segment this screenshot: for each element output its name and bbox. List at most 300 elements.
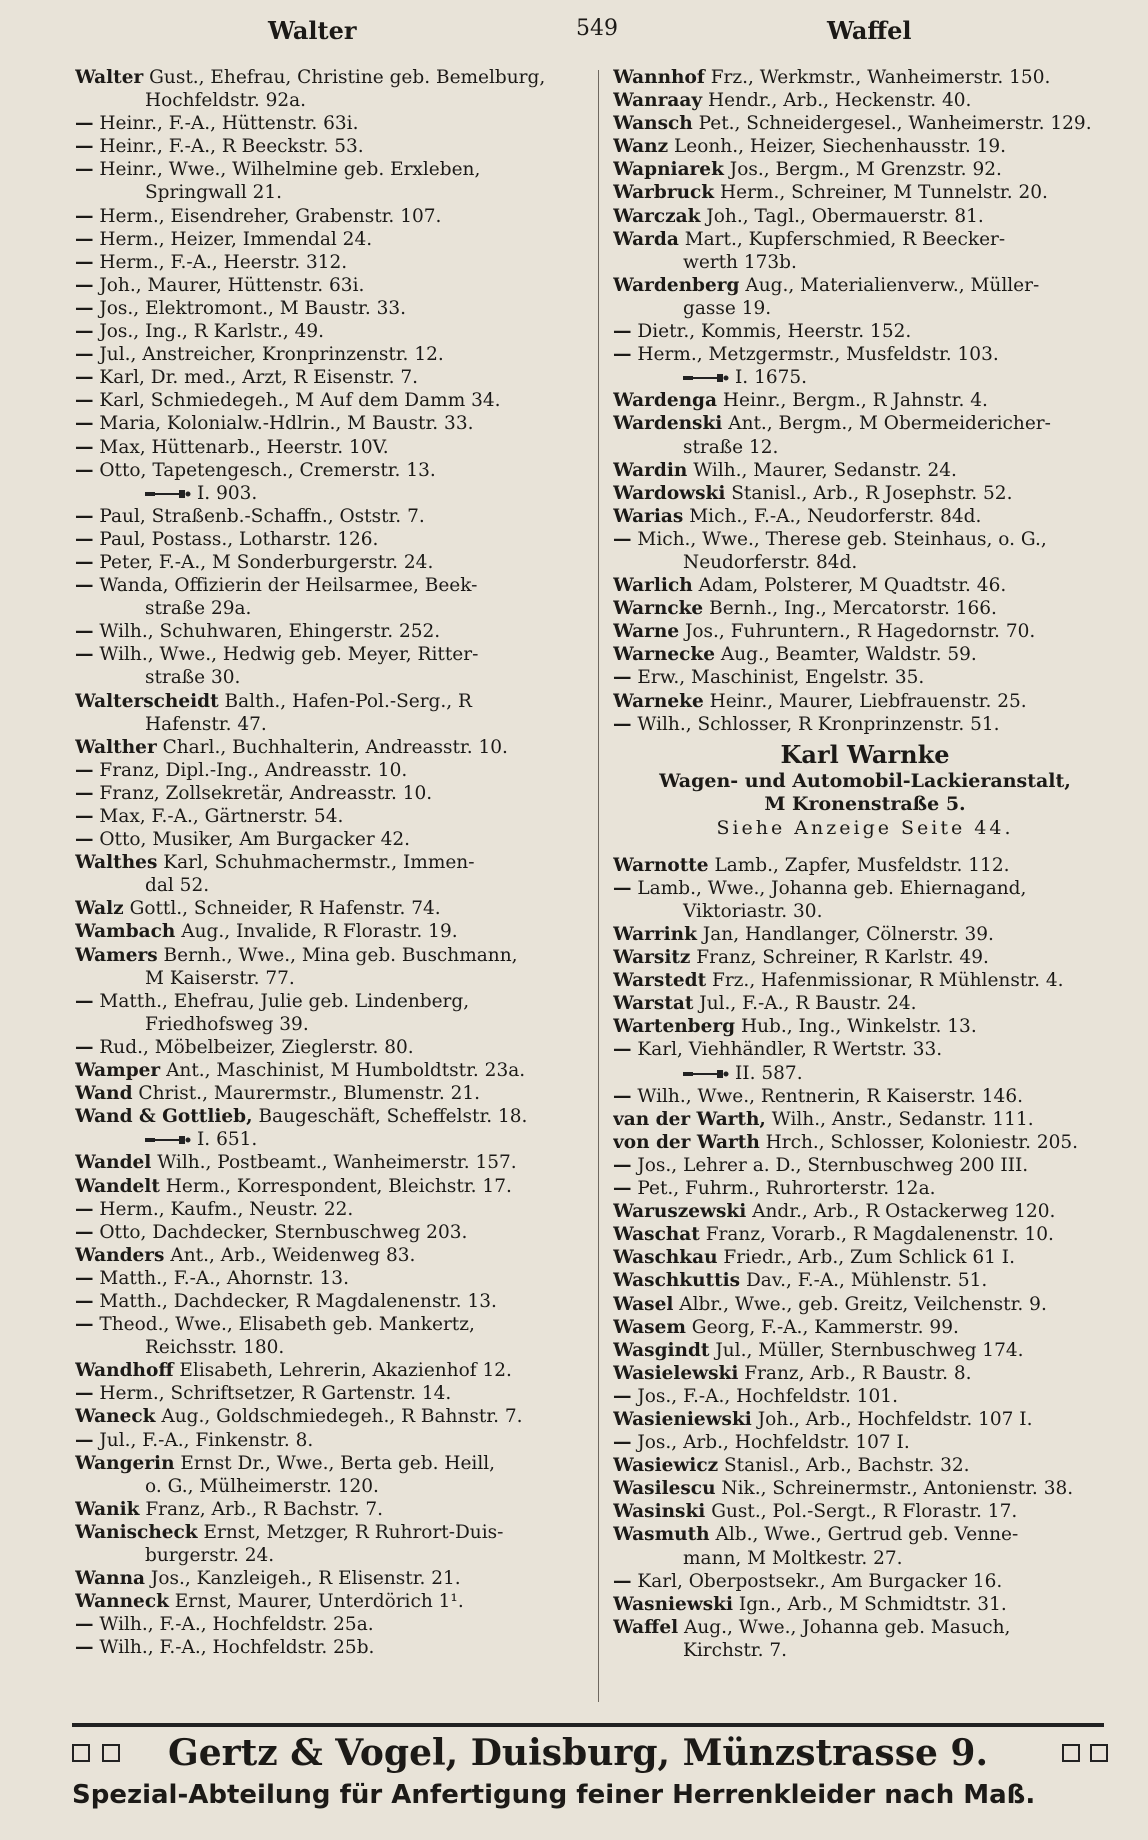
entry-surname: —	[613, 1154, 632, 1176]
entry-continuation: Neudorferstr. 84d.	[683, 551, 858, 573]
entry-details: Ant., Arb., Weidenweg 83.	[164, 1244, 416, 1266]
entry-surname: Warstat	[613, 993, 694, 1015]
entry-details: Nik., Schreinermstr., Antonienstr. 38.	[715, 1478, 1074, 1500]
entry-surname: Wasielewski	[613, 1362, 739, 1384]
directory-entry	[613, 1246, 1117, 1269]
entry-details: Max, Hüttenarb., Heerstr. 10V.	[93, 436, 389, 458]
entry-surname: —	[613, 1432, 632, 1454]
directory-entry	[613, 228, 1117, 251]
entry-continuation: straße 12.	[683, 436, 779, 458]
entry-details: Otto, Musiker, Am Burgacker 42.	[93, 829, 410, 851]
directory-entry	[75, 1498, 585, 1521]
entry-surname: Wamper	[75, 1060, 161, 1082]
entry-continuation: straße 30.	[145, 667, 241, 689]
footer-rule	[72, 1723, 1104, 1727]
entry-details: Franz, Zollsekretär, Andreasstr. 10.	[93, 782, 433, 804]
directory-entry	[613, 666, 1117, 689]
directory-entry	[613, 877, 1117, 900]
entry-details: Otto, Tapetengesch., Cremerstr. 13.	[93, 459, 436, 481]
entry-surname: Wardin	[613, 459, 688, 481]
entry-surname: —	[75, 321, 94, 343]
directory-entry	[75, 1290, 585, 1313]
telephone-line	[613, 1062, 1117, 1085]
directory-entry	[613, 320, 1117, 343]
entry-surname: Wanik	[75, 1498, 140, 1520]
directory-entry	[613, 112, 1117, 135]
directory-entry	[613, 1362, 1117, 1385]
directory-entry	[75, 389, 585, 412]
entry-details: Wilh., Schuhwaren, Ehingerstr. 252.	[93, 621, 441, 643]
entry-surname: Waschkau	[613, 1247, 718, 1269]
entry-details: Baugeschäft, Scheffelstr. 18.	[252, 1106, 528, 1128]
entry-details: Herm., Metzgermstr., Musfeldstr. 103.	[631, 344, 999, 366]
entry-details: Jos., Bergm., M Grenzstr. 92.	[723, 159, 1002, 181]
entry-surname: —	[75, 575, 94, 597]
directory-entry	[75, 459, 585, 482]
directory-entry	[75, 759, 585, 782]
directory-entry	[613, 1593, 1117, 1616]
entry-surname: van der Warth,	[613, 1108, 766, 1130]
directory-entry	[613, 1454, 1117, 1477]
entry-details: Paul, Straßenb.-Schaffn., Oststr. 7.	[93, 505, 425, 527]
directory-entry	[75, 135, 585, 158]
entry-surname: Wartenberg	[613, 1016, 736, 1038]
entry-surname: —	[75, 1198, 94, 1220]
directory-entry	[613, 1223, 1117, 1246]
advert-reference: Siehe Anzeige Seite 44.	[716, 816, 1014, 839]
directory-entry	[75, 1636, 585, 1659]
entry-surname: —	[613, 667, 632, 689]
entry-surname: —	[613, 528, 632, 550]
entry-details: Charl., Buchhalterin, Andreasstr. 10.	[156, 736, 508, 758]
page-number: 549	[576, 16, 618, 41]
directory-entry	[75, 1313, 585, 1336]
entry-continuation: Reichsstr. 180.	[145, 1337, 285, 1359]
entry-surname: —	[75, 274, 94, 296]
directory-entry	[75, 990, 585, 1013]
entry-surname: —	[75, 297, 94, 319]
directory-entry	[75, 782, 585, 805]
entry-surname: —	[75, 1036, 94, 1058]
directory-entry	[613, 1339, 1117, 1362]
directory-entry	[613, 1385, 1117, 1408]
entry-details: Dietr., Kommis, Heerstr. 152.	[631, 321, 912, 343]
entry-surname: —	[613, 1178, 632, 1200]
directory-entry	[613, 854, 1117, 877]
directory-entry	[613, 459, 1117, 482]
directory-entry	[613, 1200, 1117, 1223]
directory-entry	[613, 1477, 1117, 1500]
directory-entry	[75, 851, 585, 874]
directory-entry	[613, 158, 1117, 181]
entry-surname: Wardenski	[613, 413, 723, 435]
entry-details: Pet., Schneidergesel., Wanheimerstr. 129.	[692, 113, 1092, 135]
directory-entry	[75, 1105, 585, 1128]
directory-entry	[613, 205, 1117, 228]
entry-details: Pet., Fuhrm., Ruhrorterstr. 12a.	[631, 1178, 936, 1200]
entry-details: Lamb., Wwe., Johanna geb. Ehiernagand,	[631, 877, 1027, 899]
entry-details: Bernh., Wwe., Mina geb. Buschmann,	[157, 944, 518, 966]
entry-details: Maria, Kolonialw.-Hdlrin., M Baustr. 33.	[93, 413, 474, 435]
directory-entry	[613, 690, 1117, 713]
entry-surname: —	[75, 505, 94, 527]
entry-surname: Warnotte	[613, 854, 709, 876]
entry-surname: —	[75, 528, 94, 550]
entry-details: Franz, Vorarb., R Magdalenenstr. 10.	[699, 1224, 1054, 1246]
entry-details: Heinr., Maurer, Liebfrauenstr. 25.	[703, 690, 1027, 712]
entry-details: Max, F.-A., Gärtnerstr. 54.	[93, 806, 344, 827]
entry-surname: Warbruck	[613, 182, 715, 204]
directory-entry	[75, 805, 585, 828]
entry-details: Jan, Handlanger, Cölnerstr. 39.	[696, 924, 994, 945]
directory-entry	[613, 1616, 1117, 1639]
entry-details: Wilh., Anstr., Sedanstr. 111.	[765, 1108, 1034, 1130]
entry-details: Karl, Viehhändler, R Wertstr. 33.	[631, 1039, 943, 1061]
entry-details: Wilh., Postbeamt., Wanheimerstr. 157.	[151, 1152, 517, 1174]
entry-continuation: dal 52.	[145, 875, 210, 897]
entry-details: Franz, Arb., R Baustr. 8.	[738, 1362, 972, 1384]
entry-details: Herm., Heizer, Immendal 24.	[93, 228, 373, 250]
entry-details: Wanda, Offizierin der Heilsarmee, Beek-	[93, 575, 478, 597]
directory-entry	[75, 251, 585, 274]
telephone-icon	[683, 1069, 729, 1079]
entry-surname: Wanz	[613, 136, 669, 158]
entry-details: Ign., Arb., M Schmidtstr. 31.	[733, 1593, 1007, 1615]
entry-details: Aug., Invalide, R Florastr. 19.	[175, 921, 458, 943]
entry-details: Jul., F.-A., Finkenstr. 8.	[93, 1429, 314, 1451]
entry-surname: —	[75, 228, 94, 250]
entry-details: Herm., Kaufm., Neustr. 22.	[93, 1198, 354, 1220]
entry-surname: Wambach	[75, 921, 176, 943]
entry-details: Heinr., F.-A., R Beeckstr. 53.	[93, 136, 364, 158]
entry-details: Hrch., Schlosser, Koloniestr. 205.	[759, 1131, 1079, 1153]
entry-details: Heinr., Wwe., Wilhelmine geb. Erxleben,	[93, 159, 481, 181]
entry-details: Georg, F.-A., Kammerstr. 99.	[685, 1316, 959, 1338]
directory-entry	[75, 228, 585, 251]
left-column	[75, 66, 585, 1659]
directory-entry	[75, 1059, 585, 1082]
entry-details: Aug., Beamter, Waldstr. 59.	[714, 644, 977, 666]
entry-surname: —	[75, 205, 94, 227]
entry-details: Franz, Arb., R Bachstr. 7.	[139, 1498, 384, 1520]
entry-surname: —	[613, 713, 632, 735]
entry-surname: Walz	[75, 898, 124, 920]
spacer	[613, 844, 1117, 854]
directory-entry	[613, 969, 1117, 992]
entry-surname: Wasilescu	[613, 1478, 716, 1500]
directory-entry	[75, 1151, 585, 1174]
entry-details: Leonh., Heizer, Siechenhausstr. 19.	[668, 136, 1007, 158]
entry-surname: —	[75, 1314, 94, 1336]
directory-entry	[75, 343, 585, 366]
directory-entry	[75, 1590, 585, 1613]
entry-details: Franz, Schreiner, R Karlstr. 49.	[690, 947, 989, 969]
entry-details: Matth., Ehefrau, Julie geb. Lindenberg,	[93, 990, 470, 1012]
entry-details: Herm., Schriftsetzer, R Gartenstr. 14.	[93, 1383, 452, 1405]
entry-details: Joh., Tagl., Obermauerstr. 81.	[700, 205, 984, 227]
directory-entry	[613, 1269, 1117, 1292]
directory-entry	[75, 158, 585, 181]
directory-entry	[613, 574, 1117, 597]
entry-details: Herm., F.-A., Heerstr. 312.	[93, 251, 348, 273]
entry-details: Jul., F.-A., R Baustr. 24.	[693, 993, 917, 1015]
entry-continuation: Friedhofsweg 39.	[145, 1013, 309, 1035]
entry-details: Heinr., F.-A., Hüttenstr. 63i.	[93, 113, 359, 135]
entry-surname: —	[75, 436, 94, 458]
entry-surname: Wasiewicz	[613, 1455, 719, 1477]
entry-details: Frz., Werkmstr., Wanheimerstr. 150.	[704, 67, 1051, 88]
entry-surname: Wasgindt	[613, 1339, 710, 1361]
entry-details: Balth., Hafen-Pol.-Serg., R	[218, 690, 472, 712]
entry-surname: Waschkuttis	[613, 1270, 741, 1292]
entry-surname: Wangerin	[75, 1452, 175, 1474]
advert-business: Wagen- und Automobil-Lackieranstalt,	[659, 769, 1071, 792]
entry-details: Bernh., Ing., Mercatorstr. 166.	[703, 598, 997, 620]
entry-surname: Warneke	[613, 690, 704, 712]
entry-surname: Wand	[75, 1083, 133, 1105]
header-left-keyword: Walter	[268, 16, 357, 45]
entry-surname: Warczak	[613, 205, 701, 227]
square-ornament-icon	[72, 1744, 90, 1762]
directory-entry	[75, 1452, 585, 1475]
directory-entry	[75, 1359, 585, 1382]
directory-entry	[613, 482, 1117, 505]
directory-entry	[613, 1015, 1117, 1038]
directory-entry	[613, 274, 1117, 297]
entry-details: Alb., Wwe., Gertrud geb. Venne-	[709, 1524, 1019, 1546]
directory-entry	[75, 620, 585, 643]
entry-details: Hendr., Arb., Heckenstr. 40.	[702, 90, 972, 112]
entry-details: Aug., Wwe., Johanna geb. Masuch,	[678, 1616, 1011, 1638]
entry-surname: Wasieniewski	[613, 1408, 752, 1430]
entry-continuation: gasse 19.	[683, 297, 772, 319]
directory-entry	[75, 574, 585, 597]
entry-surname: —	[613, 321, 632, 343]
entry-details: Adam, Polsterer, M Quadtstr. 46.	[692, 575, 1007, 597]
directory-entry	[613, 1523, 1117, 1546]
directory-entry	[613, 1131, 1117, 1154]
entry-details: Jos., Elektromont., M Baustr. 33.	[93, 297, 407, 319]
directory-entry	[75, 897, 585, 920]
entry-surname: Wardenberg	[613, 274, 740, 296]
entry-details: Peter, F.-A., M Sonderburgerstr. 24.	[93, 551, 434, 573]
entry-details: Erw., Maschinist, Engelstr. 35.	[631, 667, 925, 689]
entry-surname: —	[75, 1637, 94, 1659]
entry-surname: Wanna	[75, 1568, 146, 1590]
entry-surname: Warda	[613, 228, 679, 250]
entry-details: Jos., Ing., R Karlstr., 49.	[93, 321, 325, 343]
entry-surname: Wasmuth	[613, 1524, 710, 1546]
directory-entry	[75, 1267, 585, 1290]
directory-entry	[75, 412, 585, 435]
entry-details: Gottl., Schneider, R Hafenstr. 74.	[123, 898, 441, 920]
entry-details: Hub., Ing., Winkelstr. 13.	[735, 1016, 977, 1038]
entry-details: Theod., Wwe., Elisabeth geb. Mankertz,	[93, 1314, 475, 1336]
column-divider	[598, 70, 599, 1702]
telephone-number: I. 1675.	[735, 367, 808, 389]
directory-entry	[613, 89, 1117, 112]
entry-surname: Wanders	[75, 1244, 165, 1266]
entry-details: Aug., Goldschmiedegeh., R Bahnstr. 7.	[155, 1406, 523, 1428]
footer-advert-title: Gertz & Vogel, Duisburg, Münzstrasse 9.	[168, 1732, 988, 1774]
advert-address: M Kronenstraße 5.	[764, 792, 966, 815]
directory-entry	[75, 828, 585, 851]
directory-entry	[613, 643, 1117, 666]
entry-details: Friedr., Arb., Zum Schlick 61 I.	[717, 1247, 1015, 1269]
entry-surname: Wasem	[613, 1316, 686, 1338]
directory-entry	[75, 436, 585, 459]
directory-entry	[613, 992, 1117, 1015]
entry-details: Rud., Möbelbeizer, Zieglerstr. 80.	[93, 1036, 414, 1058]
entry-surname: —	[613, 877, 632, 899]
entry-details: Jos., Lehrer a. D., Sternbuschweg 200 III.	[631, 1154, 1029, 1176]
telephone-line	[75, 482, 585, 505]
entry-surname: —	[75, 367, 94, 389]
entry-surname: —	[75, 113, 94, 135]
entry-surname: Warnecke	[613, 644, 715, 666]
entry-surname: —	[75, 551, 94, 573]
directory-entry	[613, 181, 1117, 204]
entry-details: Ernst, Maurer, Unterdörich 1¹.	[168, 1591, 464, 1613]
entry-details: Herm., Korrespondent, Bleichstr. 17.	[159, 1175, 512, 1197]
entry-surname: Waneck	[75, 1406, 156, 1428]
entry-surname: Wardowski	[613, 482, 726, 504]
entry-details: Mich., F.-A., Neudorferstr. 84d.	[683, 505, 982, 527]
entry-surname: —	[75, 621, 94, 643]
entry-details: Dav., F.-A., Mühlenstr. 51.	[740, 1270, 988, 1292]
entry-surname: von der Warth	[613, 1131, 760, 1153]
right-column	[613, 66, 1117, 1662]
entry-surname: —	[75, 1383, 94, 1405]
directory-entry	[613, 528, 1117, 551]
telephone-line	[613, 366, 1117, 389]
inline-advertisement	[613, 740, 1117, 840]
directory-entry	[75, 528, 585, 551]
entry-surname: Wamers	[75, 944, 158, 966]
entry-surname: —	[75, 1290, 94, 1312]
entry-details: Jos., Arb., Hochfeldstr. 107 I.	[631, 1432, 910, 1454]
entry-continuation: Springwall 21.	[145, 182, 283, 204]
footer-advert	[72, 1732, 1104, 1776]
directory-entry	[613, 1570, 1117, 1593]
entry-details: Mich., Wwe., Therese geb. Steinhaus, o. G.,	[631, 528, 1047, 550]
directory-entry	[75, 551, 585, 574]
directory-entry	[75, 1521, 585, 1544]
entry-surname: —	[613, 1385, 632, 1407]
directory-entry	[613, 1038, 1117, 1061]
directory-entry	[75, 736, 585, 759]
directory-entry	[75, 1382, 585, 1405]
entry-details: Andr., Arb., R Ostackerweg 120.	[746, 1201, 1056, 1223]
entry-surname: —	[75, 1429, 94, 1451]
directory-entry	[613, 597, 1117, 620]
directory-entry	[613, 1408, 1117, 1431]
entry-details: Jos., F.-A., Hochfeldstr. 101.	[631, 1385, 898, 1407]
entry-surname: Walthes	[75, 852, 158, 874]
entry-details: Karl, Dr. med., Arzt, R Eisenstr. 7.	[93, 367, 419, 389]
directory-entry	[613, 620, 1117, 643]
entry-surname: —	[75, 159, 94, 181]
entry-details: Christ., Maurermstr., Blumenstr. 21.	[132, 1083, 481, 1105]
advert-name: Karl Warnke	[780, 739, 950, 769]
telephone-line	[75, 1128, 585, 1151]
directory-entry	[613, 66, 1117, 89]
directory-entry	[75, 505, 585, 528]
directory-entry	[613, 1085, 1117, 1108]
entry-surname: Waruszewski	[613, 1201, 747, 1223]
entry-surname: Wapniarek	[613, 159, 724, 181]
directory-entry	[613, 1431, 1117, 1454]
entry-surname: —	[75, 1267, 94, 1289]
entry-details: Franz, Dipl.-Ing., Andreasstr. 10.	[93, 759, 408, 781]
entry-continuation: Hafenstr. 47.	[145, 713, 267, 735]
entry-details: Wilh., Wwe., Hedwig geb. Meyer, Ritter-	[93, 644, 479, 666]
directory-entry	[613, 1108, 1117, 1131]
entry-surname: Wasel	[613, 1293, 674, 1315]
entry-details: Aug., Materialienverw., Müller-	[739, 274, 1040, 296]
entry-details: Jul., Müller, Sternbuschweg 174.	[709, 1339, 1024, 1361]
directory-entry	[75, 297, 585, 320]
entry-details: Matth., Dachdecker, R Magdalenenstr. 13.	[93, 1290, 497, 1312]
entry-surname: Warrink	[613, 924, 697, 945]
entry-details: Frz., Hafenmissionar, R Mühlenstr. 4.	[706, 970, 1064, 992]
telephone-number: II. 587.	[735, 1062, 803, 1084]
directory-entry	[75, 1429, 585, 1452]
entry-details: Gust., Ehefrau, Christine geb. Bemelburg,	[143, 67, 546, 88]
entry-details: Jul., Anstreicher, Kronprinzenstr. 12.	[93, 344, 444, 366]
telephone-icon	[145, 1135, 191, 1145]
directory-entry	[75, 320, 585, 343]
directory-entry	[613, 946, 1117, 969]
entry-surname: Warias	[613, 505, 684, 527]
entry-details: Jos., Fuhruntern., R Hagedornstr. 70.	[679, 621, 1036, 643]
directory-entry	[613, 1177, 1117, 1200]
entry-surname: Warne	[613, 621, 680, 643]
header-right-keyword: Waffel	[827, 16, 912, 45]
entry-details: Lamb., Zapfer, Musfeldstr. 112.	[708, 854, 1010, 876]
directory-entry	[75, 1405, 585, 1428]
entry-details: Heinr., Bergm., R Jahnstr. 4.	[716, 390, 988, 412]
entry-surname: —	[75, 806, 94, 827]
directory-entry	[75, 112, 585, 135]
entry-surname: Warlich	[613, 575, 693, 597]
entry-details: Ernst Dr., Wwe., Berta geb. Heill,	[174, 1452, 496, 1474]
directory-entry	[75, 690, 585, 713]
directory-entry	[75, 1175, 585, 1198]
directory-entry	[613, 713, 1117, 736]
entry-details: Gust., Pol.-Sergt., R Florastr. 17.	[705, 1501, 1018, 1523]
directory-entry	[75, 66, 585, 89]
entry-surname: Wanneck	[75, 1591, 169, 1613]
entry-continuation: mann, M Moltkestr. 27.	[683, 1547, 903, 1569]
entry-details: Karl, Schmiedegeh., M Auf dem Damm 34.	[93, 390, 501, 412]
directory-entry	[75, 1221, 585, 1244]
entry-continuation: werth 173b.	[683, 251, 797, 273]
entry-details: Matth., F.-A., Ahornstr. 13.	[93, 1267, 349, 1289]
entry-surname: —	[75, 459, 94, 481]
entry-details: Ernst, Metzger, R Ruhrort-Duis-	[197, 1521, 504, 1543]
entry-details: Joh., Arb., Hochfeldstr. 107 I.	[751, 1408, 1033, 1430]
directory-entry	[75, 274, 585, 297]
entry-surname: —	[75, 782, 94, 804]
entry-continuation: burgerstr. 24.	[145, 1545, 275, 1566]
entry-surname: Wardenga	[613, 390, 717, 412]
entry-continuation: Hochfeldstr. 92a.	[145, 90, 307, 112]
entry-surname: —	[75, 413, 94, 435]
entry-surname: Wandel	[75, 1152, 152, 1174]
entry-surname: Wandelt	[75, 1175, 160, 1197]
telephone-number: I. 903.	[197, 482, 258, 504]
